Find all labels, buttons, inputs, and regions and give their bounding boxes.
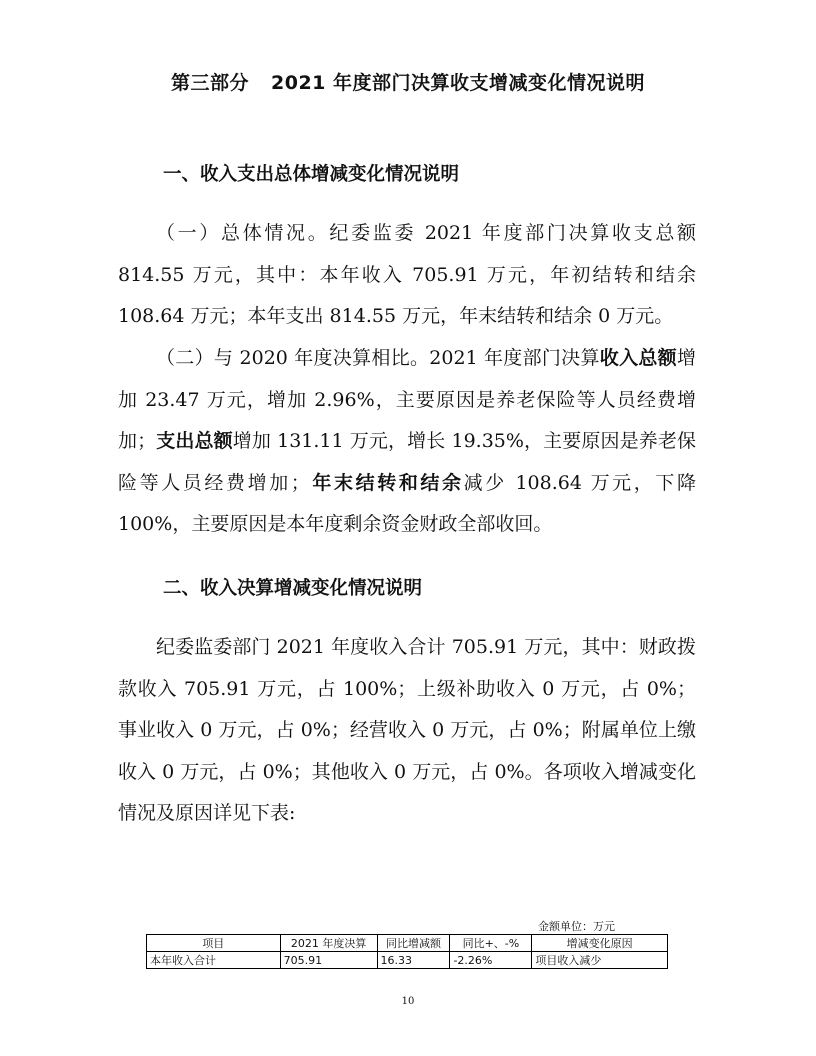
part-title-text: 2021 年度部门决算收支增减变化情况说明 (271, 72, 645, 94)
para2-text-3: 增加 131.11 万元，增长 19.35%，主要原因是养老保险等人员经费增加； (118, 430, 696, 494)
unit-label: 金额单位：万元 (538, 920, 615, 933)
part-title (0, 68, 816, 95)
income-table (146, 934, 668, 969)
paragraph-comparison (118, 338, 696, 546)
table-header-cell: 增减变化原因 (532, 935, 668, 952)
table-cell: 项目收入减少 (532, 952, 668, 969)
para2-bold-expense-total: 支出总额 (156, 430, 233, 452)
table-header-cell: 项目 (147, 935, 281, 952)
paragraph-overall: （一）总体情况。纪委监委 2021 年度部门决算收支总额 814.55 万元，其中：本年收入 705.91 万元，年初结转和结余 108.64 万元；本年支出 814.55 万元，年末结转和结余 0 万元。 (118, 222, 696, 327)
part-title-label: 第三部分 (170, 72, 249, 94)
para2-text-1: （二）与 2020 年度决算相比。2021 年度部门决算 (156, 347, 600, 369)
table-cell: -2.26% (450, 952, 532, 969)
para2-text-4: 减少 108.64 万元，下降 100%，主要原因是本年度剩余资金财政全部收回。 (118, 471, 696, 535)
page-number: 10 (401, 996, 415, 1007)
table-row (147, 952, 668, 969)
para2-bold-year-end-balance: 年末结转和结余 (309, 471, 464, 494)
section1-heading: 一、收入支出总体增减变化情况说明 (163, 164, 460, 185)
table-header-cell: 2021 年度决算 (280, 935, 377, 952)
section2-heading: 二、收入决算增减变化情况说明 (163, 578, 423, 599)
para2-bold-income-total: 收入总额 (599, 347, 677, 369)
table-cell: 16.33 (377, 952, 450, 969)
table-cell: 本年收入合计 (147, 952, 281, 969)
table-cell: 705.91 (280, 952, 377, 969)
paragraph-income: 纪委监委部门 2021 年度收入合计 705.91 万元，其中：财政拨款收入 705.91 万元，占 100%；上级补助收入 0 万元，占 0%；事业收入 0 万元，占 0%；经营收入 0 万元，占 0%；附属单位上缴收入 0 万元，占 0%；其他收入 0 万元，占 0%。各项收入增减变化情况及原因详见下表: (118, 636, 696, 824)
table-header-cell: 同比+、-% (450, 935, 532, 952)
table-header-cell: 同比增减额 (377, 935, 450, 952)
para2-text-2: 增加 23.47 万元，增加 2.96%，主要原因是养老保险等人员经费增加； (118, 347, 696, 452)
table-header-row (147, 935, 668, 952)
